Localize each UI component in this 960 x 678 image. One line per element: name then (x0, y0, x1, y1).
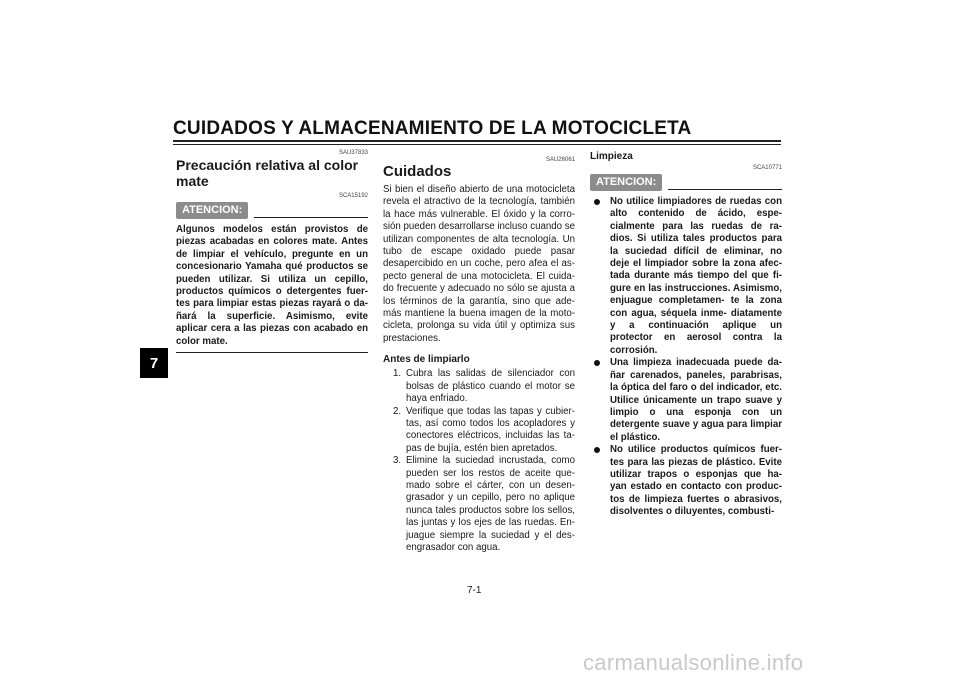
step-number: 2. (393, 405, 402, 417)
subhead-cleaning: Limpieza (590, 151, 633, 162)
page-number: 7-1 (467, 585, 482, 596)
column-care (383, 150, 575, 554)
subhead-before-cleaning: Antes de limpiarlo (383, 354, 470, 366)
column-matte-color (176, 150, 368, 353)
section-code: SAU37833 (338, 150, 368, 156)
bullet-icon (594, 199, 600, 205)
warning-code: SCA15192 (338, 193, 368, 199)
bullet-text: No utilice productos químicos fuer- tes para las piezas de plástico. Evite utilizar trapos o esponjas que ha- yan estado en contacto con produc- tos de limpieza fuertes o abrasivos, disolventes o diluyentes, combusti- (610, 444, 782, 518)
bullet-icon (594, 360, 600, 366)
step-text: Verifique que todas las tapas y cubier- tas, así como todos los acopladores y conectores eléctricos, incluidas las ta- pas de bujía, estén bien apretados. (406, 405, 575, 454)
care-intro-paragraph: Si bien el diseño abierto de una motocicleta revela el atractivo de la tecnología, también la hace más vulnerable. El óxido y la corro- sión pueden desarrollarse incluso cuando se utilizan componentes de alta tecnología. Un tubo de escape oxidado puede pasar desapercibido en un coche, pero afea el as- pecto general de una motocicleta. El cuida- do frecuente y adecuado no sólo se ajusta a los términos de la garantía, sino que ade- más mantiene la buena imagen de la moto- cicleta, prolonga su vida útil y optimiza sus prestaciones. (383, 184, 575, 344)
section-title-matte-color: Precaución relativa al color mate (176, 157, 359, 189)
chapter-tab: 7 (140, 348, 168, 378)
step-number: 3. (393, 455, 402, 467)
column-cleaning (590, 150, 782, 519)
step-number: 1. (393, 368, 402, 380)
list-item (590, 196, 782, 357)
header-rule (173, 140, 781, 142)
list-item (383, 368, 575, 405)
page-header-title: CUIDADOS Y ALMACENAMIENTO DE LA MOTOCICLETA (173, 118, 692, 139)
cleaning-warnings-list (590, 196, 782, 519)
list-item (383, 406, 575, 456)
warning-label: ATENCION: (590, 174, 662, 191)
bullet-text: Una limpieza inadecuada puede da- ñar carenados, paneles, parabrisas, la óptica del faro o del indicador, etc. Utilice únicamente un trapo suave y limpio o una esponja con un detergente suave y agua para limpiar el plástico. (610, 357, 782, 443)
list-item (383, 455, 575, 554)
warning-rule (254, 217, 368, 218)
warning-label: ATENCION: (176, 202, 248, 219)
list-item (590, 357, 782, 444)
watermark: carmanualsonline.info (583, 650, 804, 675)
header-rule-thin (173, 144, 781, 145)
warning-rule (668, 189, 782, 190)
section-title-care: Cuidados (383, 163, 452, 180)
warning-code: SCA10771 (752, 165, 782, 171)
warning-header (590, 174, 782, 191)
bullet-icon (594, 447, 600, 453)
warning-text: Algunos modelos están provistos de piezas acabadas en colores mate. Antes de limpiar el vehículo, pregunte en un concesionario Yamaha qué productos se pueden utilizar. Si utiliza un cepillo, productos químicos o detergentes fuer- tes para limpiar estas piezas rayará o da- ñará la superficie. Asimismo, evite aplicar cera a las piezas con acabado en color mate. (176, 224, 368, 347)
warning-header (176, 202, 368, 219)
step-text: Cubra las salidas de silenciador con bolsas de plástico cuando el motor se haya enfriado. (406, 368, 575, 405)
bullet-text: No utilice limpiadores de ruedas con alto contenido de ácido, espe- cialmente para las ruedas de ra- dios. Si utiliza tales productos para la suciedad difícil de eliminar, no deje el limpiador sobre la zona afec- tada durante más tiempo del que fi- gure en las instrucciones. Asimismo, enjuague completamen- te la zona con agua, séquela inme- diatamente y a continuación aplique un protector en aerosol contra la corrosión. (610, 196, 782, 356)
warning-end-rule (176, 352, 368, 353)
before-cleaning-steps (383, 368, 575, 554)
section-code: SAU26061 (545, 157, 575, 163)
step-text: Elimine la suciedad incrustada, como pueden ser los restos de aceite que- mado sobre el cárter, con un desen- grasador y un cepillo, pero no aplique nunca tales productos sobre los sellos, las juntas y los ejes de las ruedas. En- juague siempre la suciedad y el des- engrasador con agua. (406, 455, 575, 553)
list-item (590, 444, 782, 518)
